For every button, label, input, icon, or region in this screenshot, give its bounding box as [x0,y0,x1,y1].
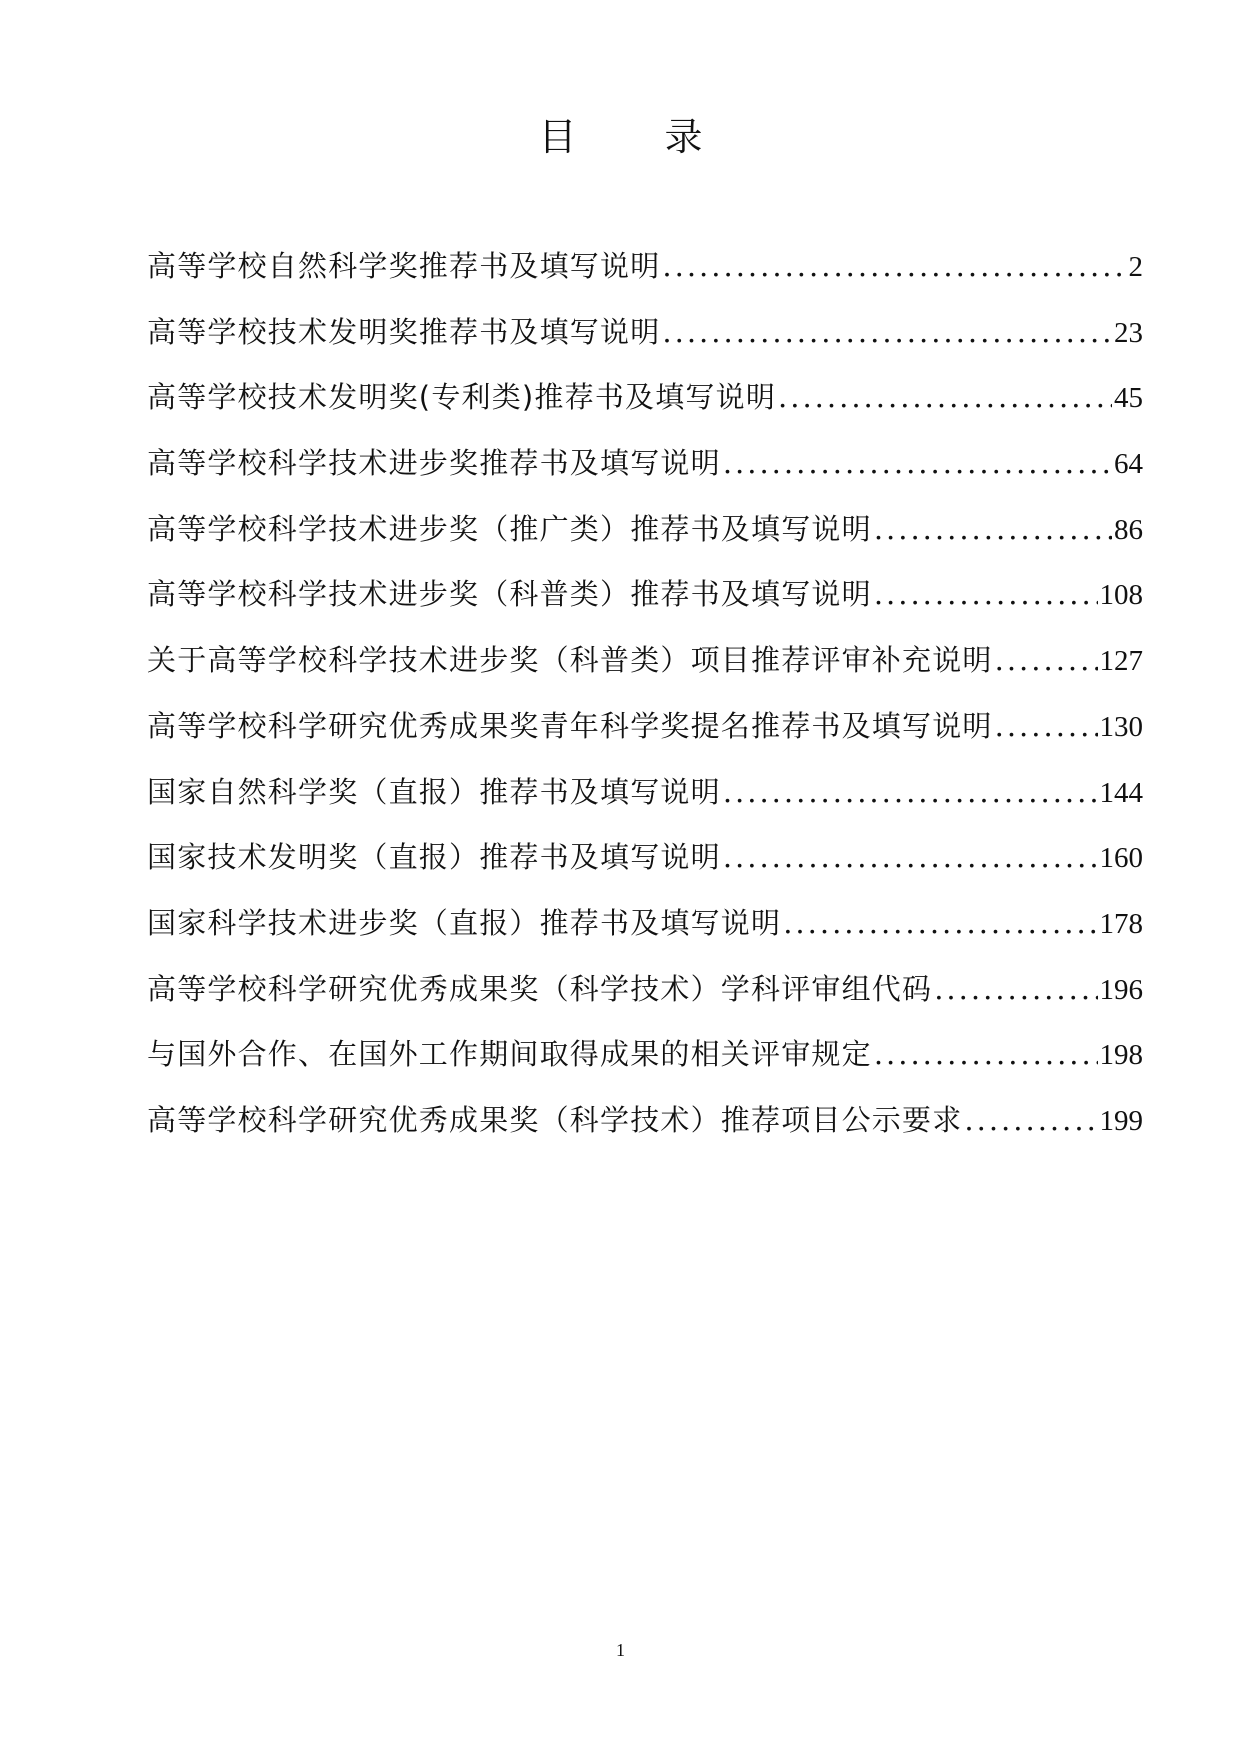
page-title: 目 录 [538,115,741,159]
toc-entry-label: 高等学校科学技术进步奖（推广类）推荐书及填写说明 [147,511,872,546]
toc-dot-leader [995,640,1098,680]
toc-dot-leader [995,706,1098,746]
toc-entry-page: 127 [1099,645,1143,678]
toc-entry-label: 高等学校自然科学奖推荐书及填写说明 [147,249,661,283]
toc-entry[interactable] [147,443,1143,509]
toc-entry-label: 高等学校科学研究优秀成果奖（科学技术）推荐项目公示要求 [147,1102,963,1137]
toc-entry[interactable] [147,969,1143,1035]
toc-entry[interactable] [147,640,1143,706]
toc-entry[interactable] [147,377,1143,443]
table-of-contents [147,246,1143,1166]
toc-entry[interactable] [147,1100,1143,1166]
toc-entry-label: 高等学校科学技术进步奖（科普类）推荐书及填写说明 [147,577,872,612]
toc-dot-leader [874,574,1098,614]
toc-dot-leader [934,969,1097,1009]
toc-dot-leader [662,312,1112,352]
toc-entry-page: 160 [1099,842,1143,875]
toc-entry-page: 45 [1114,382,1143,415]
toc-entry[interactable] [147,509,1143,575]
toc-dot-leader [874,509,1112,549]
toc-entry-label: 关于高等学校科学技术进步奖（科普类）项目推荐评审补充说明 [147,643,993,678]
toc-entry[interactable] [147,574,1143,640]
toc-dot-leader [964,1100,1097,1140]
toc-entry-label: 高等学校技术发明奖(专利类)推荐书及填写说明 [147,380,777,415]
toc-entry-label: 国家技术发明奖（直报）推荐书及填写说明 [147,840,721,875]
toc-entry-page: 64 [1114,448,1143,481]
toc-entry[interactable] [147,312,1143,378]
toc-entry[interactable] [147,772,1143,838]
toc-entry-page: 2 [1128,251,1143,283]
toc-entry-label: 高等学校科学研究优秀成果奖（科学技术）学科评审组代码 [147,971,933,1006]
page-number: 1 [616,1640,625,1660]
toc-entry-page: 86 [1114,513,1143,546]
toc-entry[interactable] [147,903,1143,969]
toc-entry[interactable] [147,1034,1143,1100]
toc-dot-leader [874,1034,1098,1074]
toc-entry-page: 178 [1099,907,1143,940]
toc-dot-leader [723,837,1098,877]
toc-dot-leader [662,246,1126,286]
toc-entry-label: 国家自然科学奖（直报）推荐书及填写说明 [147,774,721,809]
toc-entry-label: 国家科学技术进步奖（直报）推荐书及填写说明 [147,905,782,940]
toc-entry-label: 高等学校技术发明奖推荐书及填写说明 [147,314,661,349]
toc-entry-page: 144 [1099,776,1143,809]
toc-dot-leader [723,772,1098,812]
toc-dot-leader [723,443,1112,483]
toc-dot-leader [783,903,1097,943]
toc-entry-page: 108 [1099,579,1143,612]
toc-entry[interactable] [147,837,1143,903]
toc-entry[interactable] [147,706,1143,772]
toc-dot-leader [778,377,1112,417]
toc-entry-label: 高等学校科学技术进步奖推荐书及填写说明 [147,446,721,481]
toc-entry-page: 23 [1114,316,1143,349]
toc-entry-page: 199 [1099,1104,1143,1137]
toc-entry[interactable] [147,246,1143,312]
toc-entry-label: 与国外合作、在国外工作期间取得成果的相关评审规定 [147,1037,872,1072]
toc-entry-page: 196 [1099,973,1143,1006]
toc-entry-page: 198 [1099,1039,1143,1072]
toc-entry-page: 130 [1099,710,1143,743]
toc-entry-label: 高等学校科学研究优秀成果奖青年科学奖提名推荐书及填写说明 [147,708,993,743]
